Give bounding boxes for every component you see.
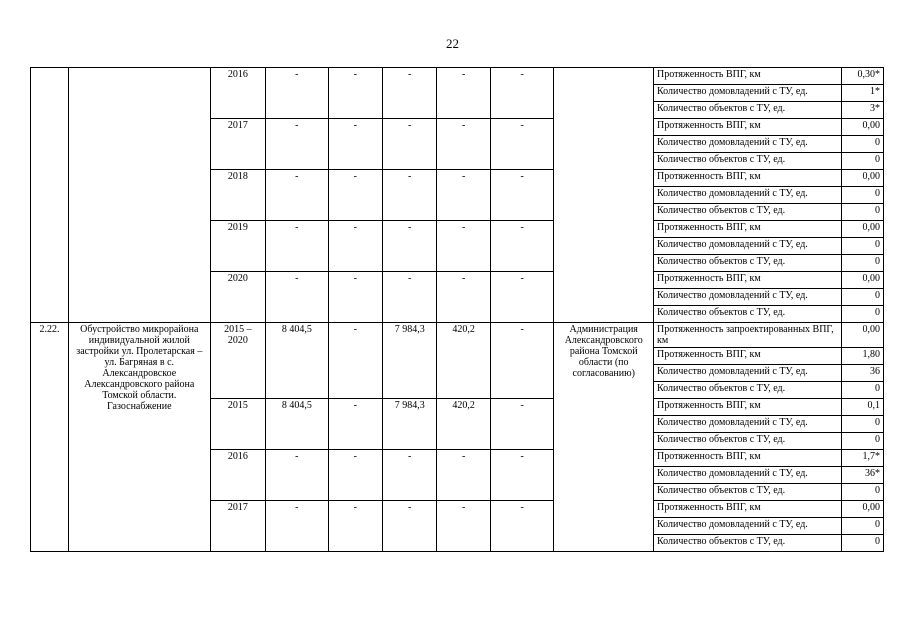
indicator-name: Протяженность ВПГ, км bbox=[654, 221, 842, 238]
year-cell: 2015 – 2020 bbox=[210, 323, 265, 399]
indicator-value: 0 bbox=[841, 289, 883, 306]
indicator-name: Количество объектов с ТУ, ед. bbox=[654, 433, 842, 450]
indicator-name: Протяженность запроектированных ВПГ, км bbox=[654, 323, 842, 348]
extra-budget-cell: - bbox=[490, 170, 554, 221]
indicator-value: 0,00 bbox=[841, 323, 883, 348]
local-cell: - bbox=[437, 68, 490, 119]
indicator-name: Количество объектов с ТУ, ед. bbox=[654, 306, 842, 323]
indicator-name: Количество домовладений с ТУ, ед. bbox=[654, 416, 842, 433]
regional-cell: - bbox=[383, 68, 437, 119]
total-cell: 8 404,5 bbox=[266, 399, 329, 450]
indicator-name: Количество домовладений с ТУ, ед. bbox=[654, 136, 842, 153]
indicator-value: 0,00 bbox=[841, 170, 883, 187]
total-cell: - bbox=[266, 501, 329, 552]
indicator-value: 3* bbox=[841, 102, 883, 119]
extra-budget-cell: - bbox=[490, 501, 554, 552]
regional-cell: 7 984,3 bbox=[383, 399, 437, 450]
indicator-value: 0 bbox=[841, 518, 883, 535]
federal-cell: - bbox=[328, 221, 382, 272]
indicator-value: 0 bbox=[841, 306, 883, 323]
executor: Администрация Александровского района Томской области (по согласованию) bbox=[554, 323, 654, 552]
indicator-name: Количество объектов с ТУ, ед. bbox=[654, 255, 842, 272]
year-cell: 2018 bbox=[210, 170, 265, 221]
indicator-value: 0 bbox=[841, 238, 883, 255]
local-cell: 420,2 bbox=[437, 323, 490, 399]
indicator-name: Количество домовладений с ТУ, ед. bbox=[654, 85, 842, 102]
extra-budget-cell: - bbox=[490, 68, 554, 119]
regional-cell: - bbox=[383, 119, 437, 170]
federal-cell: - bbox=[328, 119, 382, 170]
indicator-value: 0 bbox=[841, 187, 883, 204]
page-number: 22 bbox=[446, 36, 459, 51]
indicator-name: Количество объектов с ТУ, ед. bbox=[654, 484, 842, 501]
indicator-value: 0 bbox=[841, 255, 883, 272]
local-cell: 420,2 bbox=[437, 399, 490, 450]
total-cell: - bbox=[266, 272, 329, 323]
indicator-name: Протяженность ВПГ, км bbox=[654, 68, 842, 85]
indicator-name: Количество домовладений с ТУ, ед. bbox=[654, 289, 842, 306]
indicator-name: Количество домовладений с ТУ, ед. bbox=[654, 238, 842, 255]
federal-cell: - bbox=[328, 68, 382, 119]
indicator-name: Количество домовладений с ТУ, ед. bbox=[654, 365, 842, 382]
indicator-name: Протяженность ВПГ, км bbox=[654, 399, 842, 416]
extra-budget-cell: - bbox=[490, 450, 554, 501]
local-cell: - bbox=[437, 170, 490, 221]
year-cell: 2019 bbox=[210, 221, 265, 272]
indicator-value: 0 bbox=[841, 204, 883, 221]
indicator-value: 0,00 bbox=[841, 221, 883, 238]
indicator-value: 0,00 bbox=[841, 272, 883, 289]
regional-cell: - bbox=[383, 221, 437, 272]
extra-budget-cell: - bbox=[490, 272, 554, 323]
year-cell: 2016 bbox=[210, 68, 265, 119]
indicator-value: 1,80 bbox=[841, 348, 883, 365]
total-cell: - bbox=[266, 119, 329, 170]
local-cell: - bbox=[437, 272, 490, 323]
indicator-name: Количество домовладений с ТУ, ед. bbox=[654, 467, 842, 484]
indicator-value: 1,7* bbox=[841, 450, 883, 467]
indicator-value: 0 bbox=[841, 382, 883, 399]
regional-cell: - bbox=[383, 170, 437, 221]
federal-cell: - bbox=[328, 399, 382, 450]
local-cell: - bbox=[437, 501, 490, 552]
regional-cell: - bbox=[383, 450, 437, 501]
regional-cell: - bbox=[383, 272, 437, 323]
indicator-name: Протяженность ВПГ, км bbox=[654, 272, 842, 289]
indicator-name: Протяженность ВПГ, км bbox=[654, 501, 842, 518]
year-cell: 2016 bbox=[210, 450, 265, 501]
indicator-value: 36* bbox=[841, 467, 883, 484]
total-cell: - bbox=[266, 221, 329, 272]
indicator-value: 0,00 bbox=[841, 501, 883, 518]
indicator-name: Протяженность ВПГ, км bbox=[654, 170, 842, 187]
indicator-value: 1* bbox=[841, 85, 883, 102]
extra-budget-cell: - bbox=[490, 399, 554, 450]
extra-budget-cell: - bbox=[490, 323, 554, 399]
program-table bbox=[30, 67, 884, 552]
federal-cell: - bbox=[328, 272, 382, 323]
federal-cell: - bbox=[328, 323, 382, 399]
total-cell: - bbox=[266, 450, 329, 501]
indicator-name: Количество объектов с ТУ, ед. bbox=[654, 153, 842, 170]
extra-budget-cell: - bbox=[490, 221, 554, 272]
total-cell: 8 404,5 bbox=[266, 323, 329, 399]
executor bbox=[554, 68, 654, 323]
indicator-name: Протяженность ВПГ, км bbox=[654, 450, 842, 467]
indicator-value: 36 bbox=[841, 365, 883, 382]
item-name bbox=[68, 68, 210, 323]
local-cell: - bbox=[437, 450, 490, 501]
year-cell: 2020 bbox=[210, 272, 265, 323]
local-cell: - bbox=[437, 119, 490, 170]
indicator-value: 0 bbox=[841, 153, 883, 170]
indicator-name: Количество объектов с ТУ, ед. bbox=[654, 535, 842, 552]
year-cell: 2017 bbox=[210, 501, 265, 552]
indicator-value: 0 bbox=[841, 484, 883, 501]
item-number bbox=[31, 68, 69, 323]
federal-cell: - bbox=[328, 170, 382, 221]
item-name: Обустройство микрорайона индивидуальной жилой застройки ул. Пролетарская – ул. Багряная в с. Александровское Александровского района Томской области. Газоснабжение bbox=[68, 323, 210, 552]
indicator-value: 0 bbox=[841, 535, 883, 552]
total-cell: - bbox=[266, 170, 329, 221]
indicator-name: Протяженность ВПГ, км bbox=[654, 348, 842, 365]
indicator-value: 0 bbox=[841, 416, 883, 433]
total-cell: - bbox=[266, 68, 329, 119]
item-number: 2.22. bbox=[31, 323, 69, 552]
indicator-value: 0 bbox=[841, 136, 883, 153]
table-row bbox=[31, 323, 884, 348]
indicator-name: Количество домовладений с ТУ, ед. bbox=[654, 518, 842, 535]
year-cell: 2017 bbox=[210, 119, 265, 170]
local-cell: - bbox=[437, 221, 490, 272]
year-cell: 2015 bbox=[210, 399, 265, 450]
federal-cell: - bbox=[328, 450, 382, 501]
regional-cell: - bbox=[383, 501, 437, 552]
indicator-value: 0,1 bbox=[841, 399, 883, 416]
indicator-name: Количество домовладений с ТУ, ед. bbox=[654, 187, 842, 204]
table-row bbox=[31, 68, 884, 85]
indicator-value: 0,30* bbox=[841, 68, 883, 85]
indicator-value: 0,00 bbox=[841, 119, 883, 136]
regional-cell: 7 984,3 bbox=[383, 323, 437, 399]
extra-budget-cell: - bbox=[490, 119, 554, 170]
indicator-value: 0 bbox=[841, 433, 883, 450]
indicator-name: Протяженность ВПГ, км bbox=[654, 119, 842, 136]
federal-cell: - bbox=[328, 501, 382, 552]
indicator-name: Количество объектов с ТУ, ед. bbox=[654, 382, 842, 399]
indicator-name: Количество объектов с ТУ, ед. bbox=[654, 204, 842, 221]
indicator-name: Количество объектов с ТУ, ед. bbox=[654, 102, 842, 119]
